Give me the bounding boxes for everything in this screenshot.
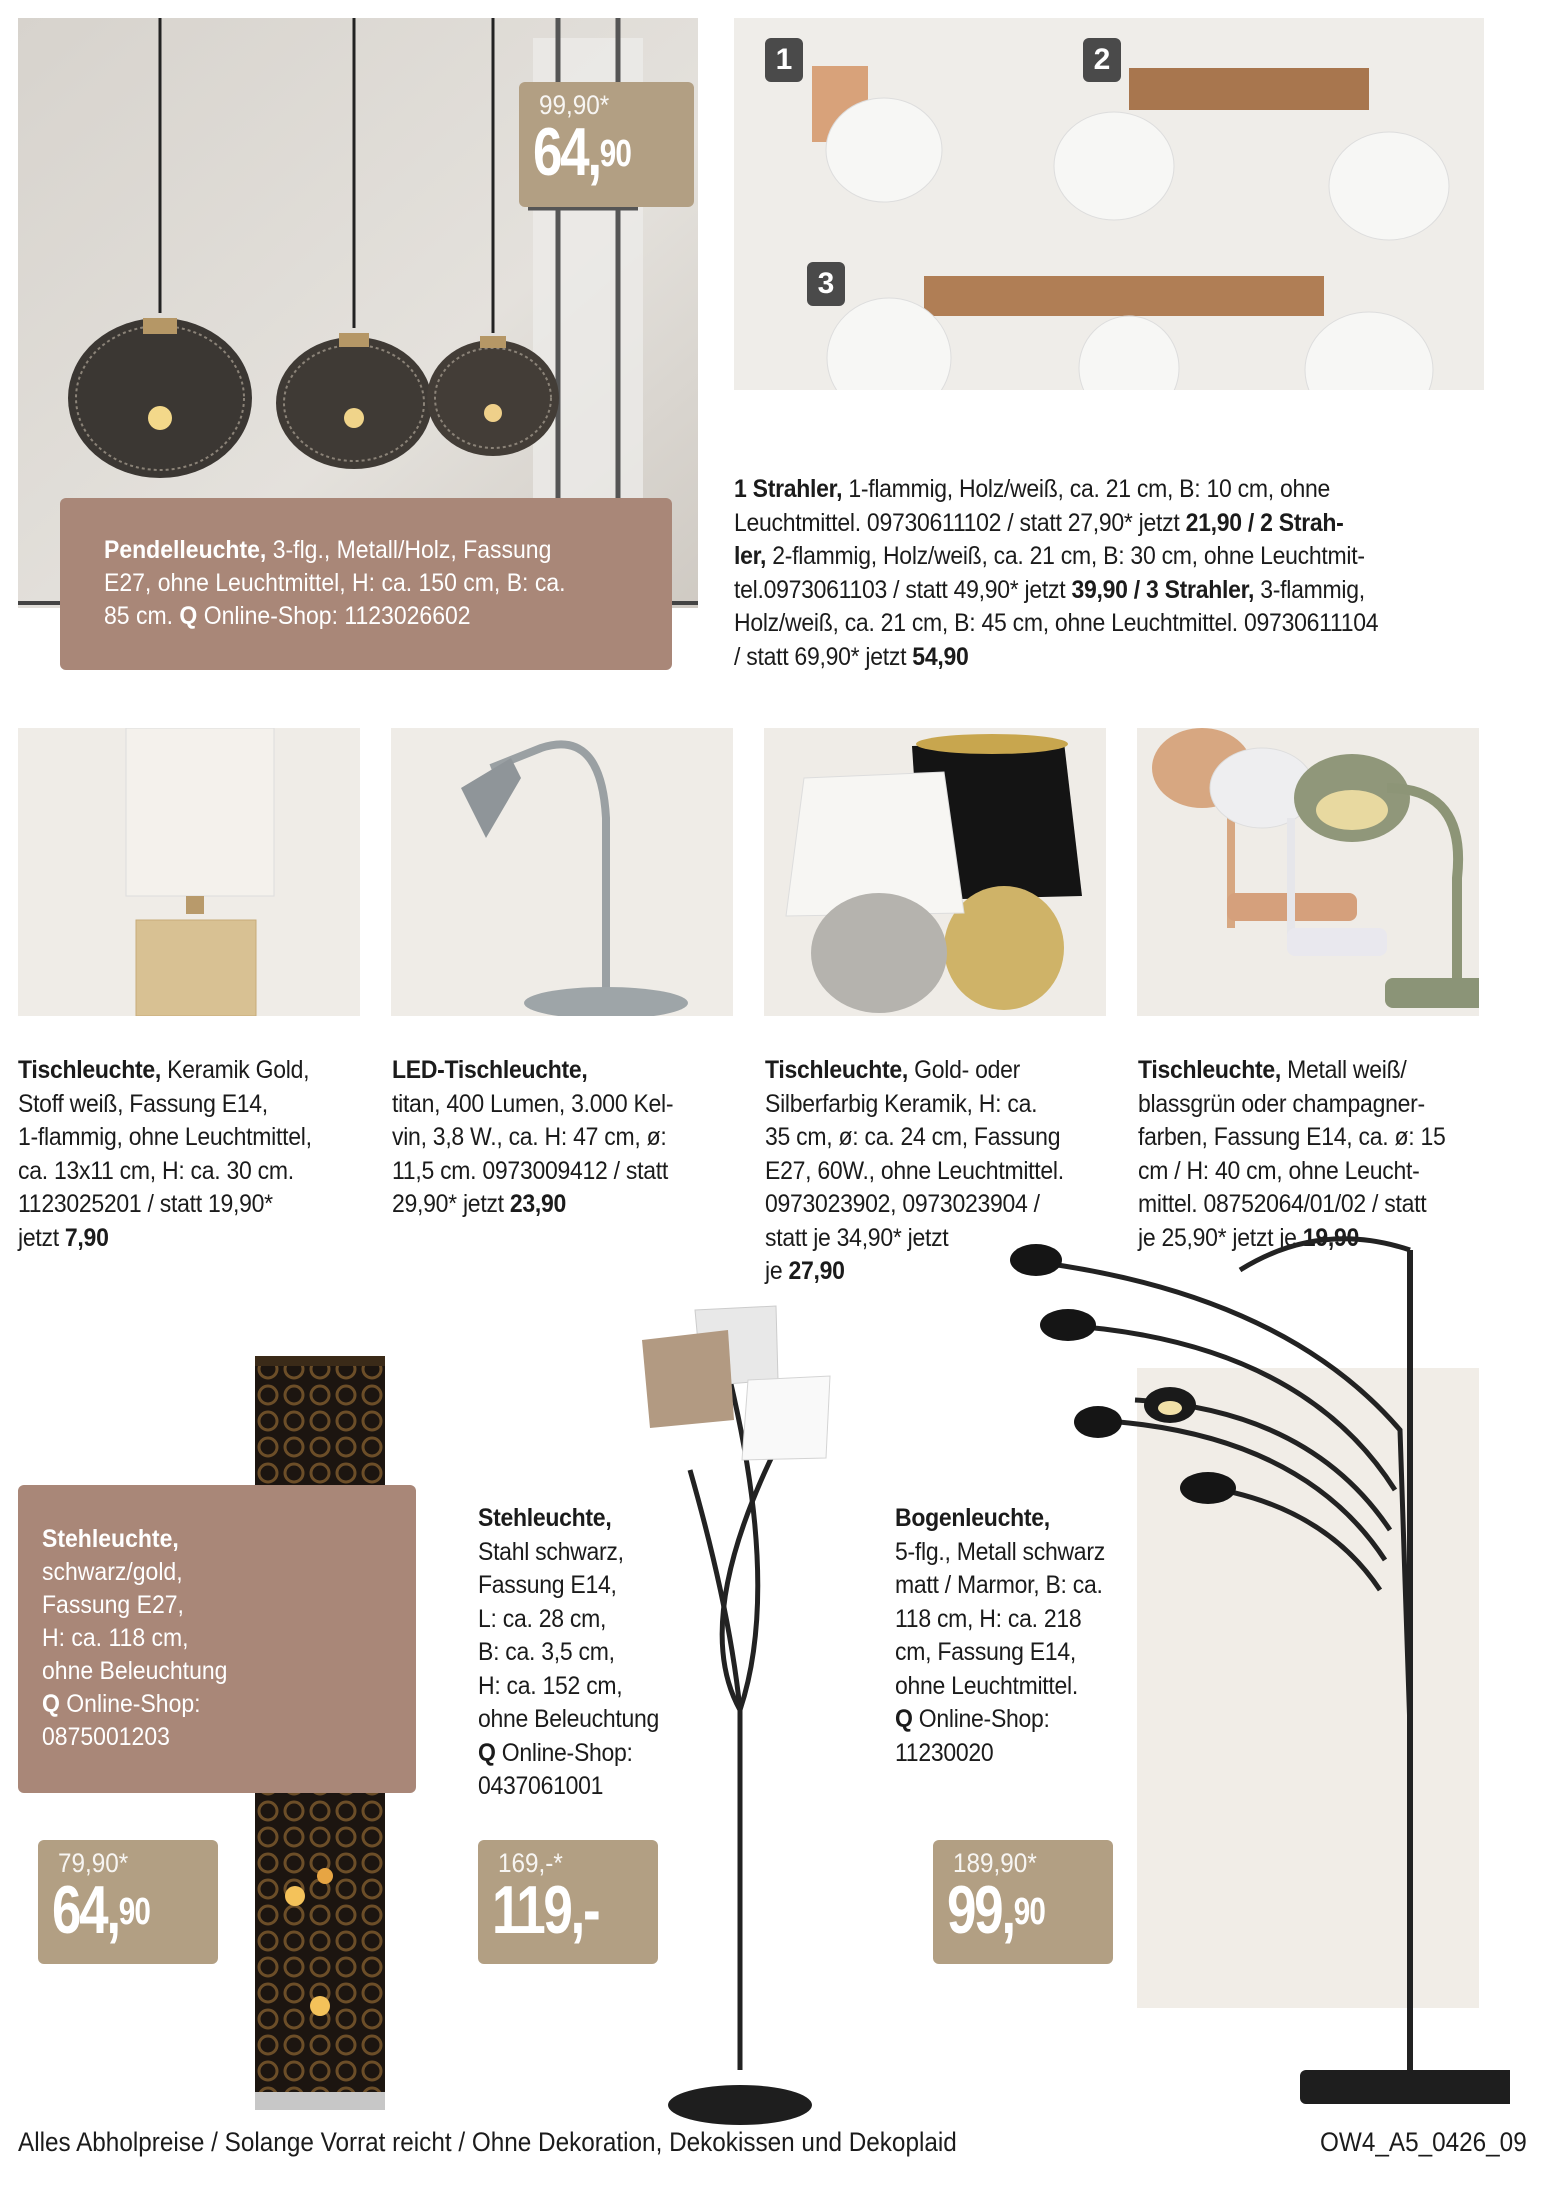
sl1-desc-3: Fassung E27, — [42, 1591, 184, 1619]
pendant-name: Pendelleuchte, — [104, 536, 267, 564]
tl1-desc-1: Keramik Gold, — [160, 1056, 310, 1084]
strahler-desc-2: Leuchtmittel. 09730611102 / statt 27,90* jetzt — [734, 508, 1186, 537]
tl2-desc-3: vin, 3,8 W., ca. H: 47 cm, ø: — [392, 1123, 667, 1151]
search-icon: Q — [42, 1690, 67, 1718]
sl1-new-price — [52, 1874, 150, 1946]
sl1-old-price: 79,90* — [58, 1848, 129, 1878]
table-lamp-2-description — [392, 1054, 673, 1222]
strahler-price-2: 39,90 / 3 Strahler, — [1071, 575, 1255, 604]
tl1-price: 7,90 — [64, 1223, 109, 1252]
floor-lamp-three-shades-price-tag — [478, 1840, 658, 1964]
arc-lamp-description — [895, 1502, 1105, 1770]
bogen-old-price: 189,90* — [953, 1848, 1037, 1878]
sl2-desc-3: Fassung E14, — [478, 1571, 617, 1599]
pendant-desc-3: 85 cm. — [104, 602, 180, 630]
table-lamp-1-photo — [18, 728, 360, 1016]
bogen-desc-6: ohne Leuchtmittel. — [895, 1671, 1078, 1700]
arc-lamp-price-tag — [933, 1840, 1113, 1964]
sl2-desc-8: Online-Shop: — [501, 1738, 633, 1767]
tl4-desc-6: je 25,90* jetzt je — [1138, 1223, 1303, 1252]
tl4-desc-3: farben, Fassung E14, ca. ø: 15 — [1138, 1123, 1446, 1151]
bogen-desc-3: matt / Marmor, B: ca. — [895, 1571, 1103, 1599]
tl4-desc-4: cm / H: 40 cm, ohne Leucht- — [1138, 1156, 1420, 1185]
tl4-desc-1: Metall weiß/ — [1280, 1056, 1407, 1084]
tl2-desc-5: 29,90* jetzt — [392, 1190, 510, 1218]
search-icon: Q — [895, 1705, 919, 1733]
strahler-description — [734, 473, 1378, 674]
strahler-desc-6: / statt 69,90* jetzt — [734, 642, 913, 671]
bogen-desc-4: 118 cm, H: ca. 218 — [895, 1604, 1082, 1633]
bogen-desc-7: Online-Shop: — [918, 1705, 1050, 1733]
bogen-price-cents: 90 — [1013, 1891, 1046, 1933]
sl1-name: Stehleuchte, — [42, 1525, 179, 1553]
pendant-desc-1: 3-flg., Metall/Holz, Fassung — [266, 536, 552, 564]
footer-code: OW4_A5_0426_09 — [1320, 2127, 1527, 2157]
strahler-name-1: 1 Strahler, — [734, 475, 843, 503]
sl2-desc-6: H: ca. 152 cm, — [478, 1671, 623, 1700]
sl1-desc-6: Online-Shop: — [66, 1690, 201, 1718]
sl1-desc-2: schwarz/gold, — [42, 1558, 183, 1586]
tl3-name: Tischleuchte, — [765, 1056, 908, 1084]
search-icon: Q — [478, 1738, 502, 1767]
tl1-name: Tischleuchte, — [18, 1056, 161, 1084]
bogen-desc-2: 5-flg., Metall schwarz — [895, 1537, 1105, 1566]
strahler-desc-1: 1-flammig, Holz/weiß, ca. 21 cm, B: 10 cm, ohne — [842, 475, 1331, 503]
tl1-desc-3: 1-flammig, ohne Leuchtmittel, — [18, 1123, 312, 1151]
tl3-desc-4: E27, 60W., ohne Leuchtmittel. — [765, 1156, 1064, 1185]
pendant-new-price — [533, 116, 631, 188]
badge-1: 1 — [765, 38, 803, 82]
tl3-desc-5: 0973023902, 0973023904 / — [765, 1190, 1040, 1218]
pendant-info-box — [60, 498, 672, 670]
tl3-desc-1: Gold- oder — [907, 1056, 1021, 1084]
table-lamp-2-image — [391, 728, 733, 1016]
floor-lamp-three-shades-description — [478, 1502, 659, 1804]
tl3-desc-7: je — [765, 1257, 789, 1285]
sl1-price-cents: 90 — [118, 1891, 151, 1933]
table-lamp-3-image — [764, 728, 1106, 1016]
floor-lamp-column-info-box — [18, 1485, 416, 1793]
table-lamp-1-image — [18, 728, 360, 1016]
badge-2: 2 — [1083, 38, 1121, 82]
pendant-price-tag — [519, 82, 694, 207]
tl2-name: LED-Tischleuchte, — [392, 1056, 588, 1084]
sl1-desc-4: H: ca. 118 cm, — [42, 1624, 189, 1652]
tl1-desc-5: 1123025201 / statt 19,90* — [18, 1190, 273, 1218]
floor-lamp-three-shades-image — [630, 1290, 850, 2130]
sl1-desc-5: ohne Beleuchtung — [42, 1657, 228, 1685]
bogen-shop-number: 11230020 — [895, 1738, 994, 1767]
tl3-price: 27,90 — [788, 1257, 845, 1285]
strahler-desc-4b: 3-flammig, — [1254, 575, 1365, 604]
table-lamp-3-photo — [764, 728, 1106, 1016]
sl2-desc-5: B: ca. 3,5 cm, — [478, 1638, 615, 1666]
bogen-desc-5: cm, Fassung E14, — [895, 1638, 1076, 1666]
tl2-price: 23,90 — [509, 1190, 567, 1218]
tl2-desc-4: 11,5 cm. 0973009412 / statt — [392, 1156, 668, 1185]
badge-3: 3 — [807, 262, 845, 306]
tl4-name: Tischleuchte, — [1138, 1056, 1281, 1084]
pendant-shop-number: Online-Shop: 1123026602 — [203, 602, 471, 630]
pendant-desc-2: E27, ohne Leuchtmittel, H: ca. 150 cm, B: ca. — [104, 569, 566, 597]
table-lamp-4-photo — [1137, 728, 1479, 1016]
pendant-price-main: 64, — [533, 114, 600, 190]
pendant-price-cents: 90 — [599, 133, 632, 175]
sl1-price-main: 64, — [52, 1872, 119, 1948]
sl1-shop-number: 0875001203 — [42, 1723, 170, 1751]
pendant-old-price: 99,90* — [539, 90, 610, 120]
tl2-desc-2: titan, 400 Lumen, 3.000 Kel- — [392, 1089, 674, 1118]
tl4-desc-5: mittel. 08752064/01/02 / statt — [1138, 1190, 1427, 1218]
strahler-desc-3: 2-flammig, Holz/weiß, ca. 21 cm, B: 30 cm, ohne Leuchtmit- — [766, 542, 1365, 570]
search-icon: Q — [179, 602, 204, 630]
tl4-desc-2: blassgrün oder champagner- — [1138, 1089, 1425, 1118]
sl2-new-price: 119,- — [492, 1872, 599, 1948]
strahler-price-3: 54,90 — [912, 642, 969, 671]
sl2-name: Stehleuchte, — [478, 1504, 612, 1532]
footer-disclaimer: Alles Abholpreise / Solange Vorrat reicht / Ohne Dekoration, Dekokissen und Dekoplaid — [18, 2127, 957, 2157]
bogen-new-price — [947, 1874, 1045, 1946]
sl2-desc-7: ohne Beleuchtung — [478, 1705, 660, 1733]
tl3-desc-3: 35 cm, ø: ca. 24 cm, Fassung — [765, 1123, 1061, 1151]
tl3-desc-2: Silberfarbig Keramik, H: ca. — [765, 1089, 1038, 1118]
sl2-desc-2: Stahl schwarz, — [478, 1537, 624, 1566]
bogen-price-main: 99, — [947, 1872, 1014, 1948]
strahler-price-1: 21,90 / 2 Strah- — [1185, 508, 1344, 537]
tl4-price: 19,90 — [1302, 1223, 1359, 1252]
tl1-desc-6: jetzt — [18, 1223, 65, 1252]
floor-lamp-column-price-tag — [38, 1840, 218, 1964]
strahler-name-2: ler, — [734, 542, 767, 570]
sl2-shop-number: 0437061001 — [478, 1772, 604, 1800]
strahler-desc-4: tel.0973061103 / statt 49,90* jetzt — [734, 575, 1072, 604]
table-lamp-1-description — [18, 1054, 312, 1255]
sl2-desc-4: L: ca. 28 cm, — [478, 1604, 607, 1633]
tl1-desc-2: Stoff weiß, Fassung E14, — [18, 1089, 268, 1118]
table-lamp-2-photo — [391, 728, 733, 1016]
tl3-desc-6: statt je 34,90* jetzt — [765, 1223, 949, 1252]
table-lamp-4-description — [1138, 1054, 1446, 1255]
tl1-desc-4: ca. 13x11 cm, H: ca. 30 cm. — [18, 1156, 294, 1185]
sl2-old-price: 169,-* — [498, 1848, 563, 1878]
strahler-desc-5: Holz/weiß, ca. 21 cm, B: 45 cm, ohne Leuchtmittel. 09730611104 — [734, 609, 1379, 637]
table-lamp-4-image — [1137, 728, 1479, 1016]
bogen-name: Bogenleuchte, — [895, 1504, 1050, 1532]
